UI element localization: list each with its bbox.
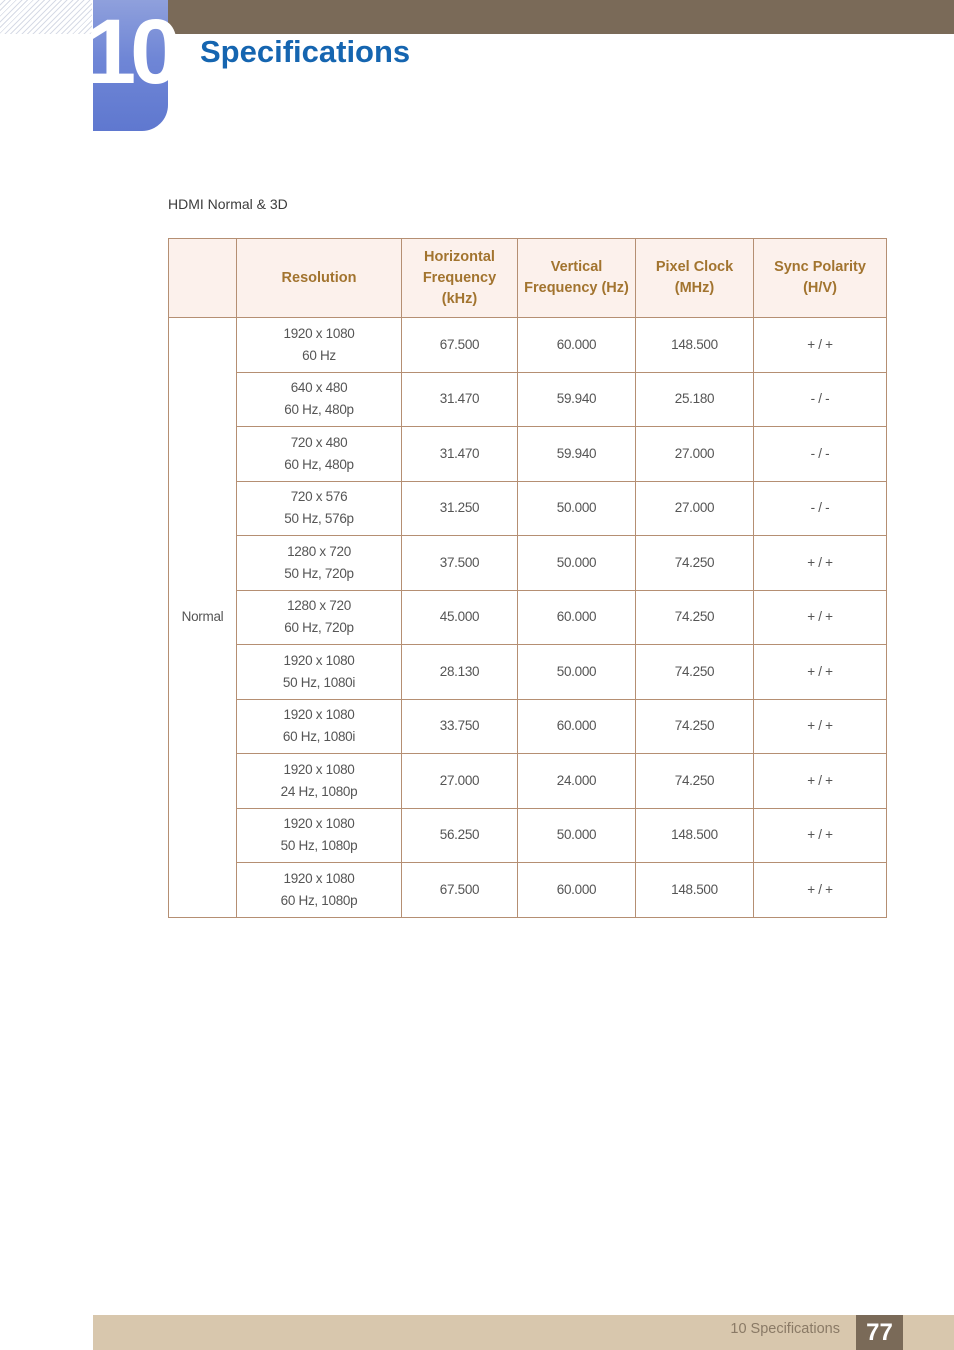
cell-vertical-frequency: 60.000 [518, 318, 636, 373]
column-header-vertical-frequency: Vertical Frequency (Hz) [518, 239, 636, 318]
resolution-size: 720 x 480 [290, 434, 348, 450]
cell-sync-polarity: + / + [754, 536, 887, 591]
resolution-mode: 60 Hz, 1080i [282, 729, 356, 745]
resolution-size: 1920 x 1080 [283, 707, 355, 723]
table-row [169, 590, 887, 645]
table-row [169, 318, 887, 373]
table-row [169, 808, 887, 863]
column-header-resolution: Resolution [237, 239, 402, 318]
cell-resolution [237, 427, 402, 482]
resolution-size: 720 x 576 [290, 489, 348, 505]
footer-label: 10 Specifications [730, 1321, 840, 1337]
table-row [169, 645, 887, 700]
cell-horizontal-frequency: 67.500 [402, 318, 518, 373]
resolution-mode: 60 Hz, 1080p [280, 892, 358, 908]
cell-pixel-clock: 74.250 [636, 699, 754, 754]
cell-resolution [237, 863, 402, 918]
cell-resolution [237, 536, 402, 591]
resolution-size: 1280 x 720 [287, 598, 351, 614]
column-header-group [169, 239, 237, 318]
resolution-mode: 60 Hz [302, 347, 336, 363]
resolution-mode: 50 Hz, 576p [284, 511, 354, 527]
resolution-size: 1920 x 1080 [283, 816, 355, 832]
resolution-size: 1920 x 1080 [283, 761, 355, 777]
cell-vertical-frequency: 59.940 [518, 427, 636, 482]
cell-horizontal-frequency: 27.000 [402, 754, 518, 809]
decorative-hatch [0, 0, 92, 34]
cell-resolution [237, 808, 402, 863]
table-row [169, 427, 887, 482]
cell-horizontal-frequency: 45.000 [402, 590, 518, 645]
cell-horizontal-frequency: 31.470 [402, 372, 518, 427]
cell-resolution [237, 590, 402, 645]
resolution-size: 1920 x 1080 [283, 325, 355, 341]
cell-sync-polarity: + / + [754, 863, 887, 918]
resolution-size: 1280 x 720 [287, 543, 351, 559]
resolution-mode: 50 Hz, 1080i [282, 674, 356, 690]
cell-horizontal-frequency: 31.470 [402, 427, 518, 482]
cell-vertical-frequency: 50.000 [518, 536, 636, 591]
cell-pixel-clock: 148.500 [636, 863, 754, 918]
cell-sync-polarity: + / + [754, 699, 887, 754]
cell-vertical-frequency: 60.000 [518, 863, 636, 918]
cell-pixel-clock: 27.000 [636, 427, 754, 482]
cell-sync-polarity: + / + [754, 808, 887, 863]
cell-sync-polarity: + / + [754, 590, 887, 645]
cell-pixel-clock: 25.180 [636, 372, 754, 427]
cell-sync-polarity: + / + [754, 318, 887, 373]
resolution-size: 640 x 480 [290, 380, 348, 396]
cell-horizontal-frequency: 33.750 [402, 699, 518, 754]
cell-horizontal-frequency: 28.130 [402, 645, 518, 700]
cell-sync-polarity: - / - [754, 427, 887, 482]
resolution-mode: 60 Hz, 720p [284, 620, 354, 636]
cell-pixel-clock: 74.250 [636, 645, 754, 700]
cell-pixel-clock: 74.250 [636, 536, 754, 591]
cell-sync-polarity: + / + [754, 754, 887, 809]
resolution-mode: 50 Hz, 720p [284, 565, 354, 581]
cell-horizontal-frequency: 56.250 [402, 808, 518, 863]
column-header-pixel-clock: Pixel Clock (MHz) [636, 239, 754, 318]
resolution-size: 1920 x 1080 [283, 652, 355, 668]
cell-resolution [237, 318, 402, 373]
cell-sync-polarity: - / - [754, 481, 887, 536]
page-number: 77 [856, 1315, 903, 1350]
page-title: Specifications [200, 34, 411, 69]
table-row [169, 863, 887, 918]
header-bar [168, 0, 954, 34]
cell-vertical-frequency: 60.000 [518, 590, 636, 645]
cell-sync-polarity: + / + [754, 645, 887, 700]
resolution-mode: 60 Hz, 480p [284, 456, 354, 472]
resolution-mode: 60 Hz, 480p [284, 402, 354, 418]
section-label: HDMI Normal & 3D [168, 196, 288, 212]
cell-vertical-frequency: 24.000 [518, 754, 636, 809]
cell-resolution [237, 372, 402, 427]
table-row [169, 372, 887, 427]
resolution-mode: 50 Hz, 1080p [280, 838, 358, 854]
resolution-size: 1920 x 1080 [283, 870, 355, 886]
cell-horizontal-frequency: 67.500 [402, 863, 518, 918]
cell-vertical-frequency: 60.000 [518, 699, 636, 754]
table-row [169, 754, 887, 809]
cell-resolution [237, 645, 402, 700]
column-header-sync-polarity: Sync Polarity (H/V) [754, 239, 887, 318]
cell-pixel-clock: 74.250 [636, 754, 754, 809]
table-header-row [169, 239, 887, 318]
table-body [169, 318, 887, 918]
table-row [169, 481, 887, 536]
timing-table [168, 238, 887, 918]
cell-horizontal-frequency: 37.500 [402, 536, 518, 591]
chapter-number-block [85, 0, 176, 131]
table-row [169, 536, 887, 591]
cell-pixel-clock: 27.000 [636, 481, 754, 536]
cell-vertical-frequency: 50.000 [518, 645, 636, 700]
chapter-number: 10 [85, 1, 176, 103]
resolution-mode: 24 Hz, 1080p [280, 783, 358, 799]
cell-vertical-frequency: 50.000 [518, 481, 636, 536]
cell-resolution [237, 754, 402, 809]
cell-pixel-clock: 148.500 [636, 318, 754, 373]
cell-pixel-clock: 74.250 [636, 590, 754, 645]
cell-resolution [237, 481, 402, 536]
table-row [169, 699, 887, 754]
cell-resolution [237, 699, 402, 754]
cell-sync-polarity: - / - [754, 372, 887, 427]
cell-vertical-frequency: 59.940 [518, 372, 636, 427]
cell-horizontal-frequency: 31.250 [402, 481, 518, 536]
row-group-label: Normal [169, 318, 237, 918]
column-header-horizontal-frequency: Horizontal Frequency (kHz) [402, 239, 518, 318]
cell-pixel-clock: 148.500 [636, 808, 754, 863]
cell-vertical-frequency: 50.000 [518, 808, 636, 863]
